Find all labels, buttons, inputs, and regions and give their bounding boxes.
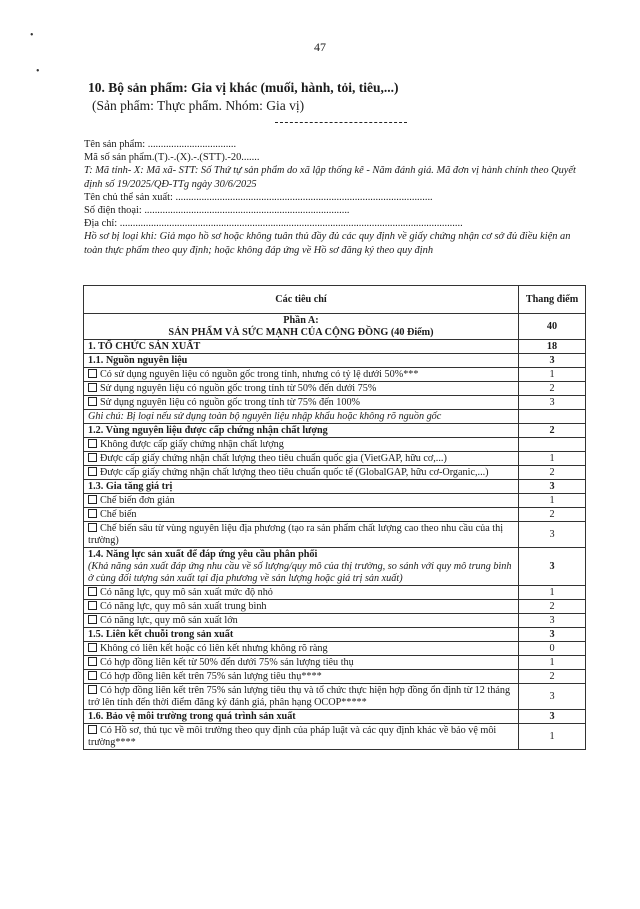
checkbox-icon[interactable] (88, 725, 97, 734)
criteria-text: Có sử dụng nguyên liệu có nguồn gốc trong tỉnh, nhưng có tỷ lệ dưới 50%*** (100, 369, 419, 380)
checkbox-icon[interactable] (88, 587, 97, 596)
criteria-text: Có hợp đồng liên kết trên 75% sản lượng tiêu thụ và tổ chức thực hiện hợp đồng ổn định từ 12 tháng trở lên tính đến thời điểm đăng ký đánh giá, phân hạng OCOP***** (88, 685, 511, 708)
score-cell: 1 (519, 656, 586, 670)
table-row (84, 480, 586, 494)
score-cell: 3 (519, 354, 586, 368)
score-cell: 18 (519, 340, 586, 354)
table-row (84, 522, 586, 548)
checkbox-icon[interactable] (88, 439, 97, 448)
criteria-text: Không được cấp giấy chứng nhận chất lượng (100, 439, 284, 450)
scan-mark: • (36, 66, 40, 77)
criteria-cell (84, 522, 519, 548)
table-row (84, 340, 586, 354)
table-row (84, 438, 586, 452)
criteria-text: Được cấp giấy chứng nhận chất lượng theo tiêu chuẩn quốc tế (GlobalGAP, hữu cơ-Organic,...) (100, 467, 489, 478)
table-row (84, 642, 586, 656)
part-label: Phần A: (283, 315, 319, 326)
criteria-cell (84, 340, 519, 354)
table-row (84, 724, 586, 750)
criteria-text: 1.5. Liên kết chuỗi trong sản xuất (88, 629, 234, 640)
table-row (84, 614, 586, 628)
criteria-cell (84, 382, 519, 396)
score-cell: 1 (519, 724, 586, 750)
address-line: Địa chỉ: .................................................................................................................................... (84, 218, 463, 230)
score-cell: 3 (519, 522, 586, 548)
checkbox-icon[interactable] (88, 509, 97, 518)
checkbox-icon[interactable] (88, 383, 97, 392)
table-row (84, 710, 586, 724)
table-row (84, 508, 586, 522)
criteria-text: Có năng lực, quy mô sản xuất trung bình (100, 601, 267, 612)
checkbox-icon[interactable] (88, 453, 97, 462)
criteria-cell (84, 424, 519, 438)
checkbox-icon[interactable] (88, 685, 97, 694)
part-score: 40 (519, 314, 586, 340)
table-row (84, 466, 586, 480)
criteria-text: 1.4. Năng lực sản xuất để đáp ứng yêu cầu phân phối (88, 549, 318, 560)
criteria-cell (84, 586, 519, 600)
score-cell: 1 (519, 368, 586, 382)
criteria-text: Chế biến (100, 509, 137, 520)
score-cell: 0 (519, 642, 586, 656)
criteria-cell (84, 494, 519, 508)
page-number: 47 (314, 40, 326, 54)
criteria-text: Không có liên kết hoặc có liên kết nhưng không rõ ràng (100, 643, 328, 654)
document-title: 10. Bộ sản phẩm: Gia vị khác (muối, hành, tỏi, tiêu,...) (88, 80, 399, 95)
criteria-cell (84, 368, 519, 382)
score-cell: 3 (519, 548, 586, 586)
criteria-cell (84, 710, 519, 724)
score-header: Thang điểm (519, 286, 586, 314)
criteria-text: Có năng lực, quy mô sản xuất mức độ nhỏ (100, 587, 273, 598)
table-row (84, 656, 586, 670)
criteria-cell (84, 508, 519, 522)
table-row (84, 670, 586, 684)
score-cell: 2 (519, 466, 586, 480)
score-cell: 2 (519, 600, 586, 614)
score-cell: 3 (519, 628, 586, 642)
checkbox-icon[interactable] (88, 523, 97, 532)
criteria-text: Ghi chú: Bị loại nếu sử dụng toàn bộ nguyên liệu nhập khẩu hoặc không rõ nguồn gốc (88, 411, 442, 422)
producer-line: Tên chủ thể sản xuất: ................................................................................................... (84, 191, 433, 203)
score-cell: 3 (519, 684, 586, 710)
criteria-cell (84, 438, 519, 452)
checkbox-icon[interactable] (88, 495, 97, 504)
criteria-subtext: (Khả năng sản xuất đáp ứng nhu cầu về số lượng/quy mô của thị trường, so sánh với quy mô trung bình ở cùng đối tượng sản xuất tại địa phương về sản lượng hoặc giá trị sản xuất) (88, 561, 512, 584)
checkbox-icon[interactable] (88, 601, 97, 610)
score-cell: 3 (519, 396, 586, 410)
score-cell: 3 (519, 710, 586, 724)
document-subtitle: (Sản phẩm: Thực phẩm. Nhóm: Gia vị) (92, 98, 305, 113)
checkbox-icon[interactable] (88, 615, 97, 624)
score-cell (519, 438, 586, 452)
criteria-text: Chế biến sâu từ vùng nguyên liệu địa phương (tạo ra sản phẩm chất lượng cao theo nhu cầu của thị trường) (88, 523, 504, 546)
table-row (84, 600, 586, 614)
checkbox-icon[interactable] (88, 397, 97, 406)
score-cell: 2 (519, 670, 586, 684)
table-row (84, 586, 586, 600)
checkbox-icon[interactable] (88, 369, 97, 378)
criteria-cell (84, 466, 519, 480)
criteria-cell (84, 354, 519, 368)
criteria-cell (84, 670, 519, 684)
part-a-row (84, 314, 586, 340)
criteria-cell (84, 410, 519, 424)
table-row (84, 494, 586, 508)
criteria-cell (84, 656, 519, 670)
scan-mark: • (30, 30, 34, 41)
checkbox-icon[interactable] (88, 467, 97, 476)
title-separator (275, 122, 407, 123)
score-cell: 1 (519, 494, 586, 508)
product-code-line: Mã số sản phẩm.(T).-.(X).-.(STT).-20....... (84, 152, 260, 164)
criteria-text: Sử dụng nguyên liệu có nguồn gốc trong tỉnh từ 75% đến 100% (100, 397, 361, 408)
table-row (84, 424, 586, 438)
criteria-text: Có hợp đồng liên kết từ 50% đến dưới 75% sản lượng tiêu thụ (100, 657, 354, 668)
criteria-cell (84, 628, 519, 642)
score-cell (519, 410, 586, 424)
score-cell: 1 (519, 586, 586, 600)
criteria-cell (84, 396, 519, 410)
criteria-text: Có Hồ sơ, thủ tục về môi trường theo quy định của pháp luật và các quy định khác về bảo vệ môi trường**** (88, 725, 497, 748)
table-row (84, 354, 586, 368)
criteria-header: Các tiêu chí (84, 286, 519, 314)
criteria-cell (84, 724, 519, 750)
part-title: SẢN PHẨM VÀ SỨC MẠNH CỦA CỘNG ĐỒNG (40 Điểm) (168, 327, 434, 338)
table-row (84, 410, 586, 424)
score-cell: 3 (519, 614, 586, 628)
table-header-row (84, 286, 586, 314)
criteria-text: Chế biến đơn giản (100, 495, 175, 506)
criteria-text: 1.6. Bảo vệ môi trường trong quá trình sản xuất (88, 711, 296, 722)
criteria-cell (84, 684, 519, 710)
criteria-table (83, 285, 586, 750)
criteria-text: 1.3. Gia tăng giá trị (88, 481, 173, 492)
table-row (84, 548, 586, 586)
criteria-text: 1.2. Vùng nguyên liệu được cấp chứng nhận chất lượng (88, 425, 328, 436)
criteria-text: Có năng lực, quy mô sản xuất lớn (100, 615, 238, 626)
table-row (84, 368, 586, 382)
criteria-cell (84, 614, 519, 628)
criteria-text: 1. TỔ CHỨC SẢN XUẤT (88, 341, 201, 352)
criteria-text: Có hợp đồng liên kết trên 75% sản lượng tiêu thụ**** (100, 671, 322, 682)
score-cell: 2 (519, 382, 586, 396)
table-row (84, 396, 586, 410)
score-cell: 1 (519, 452, 586, 466)
rejection-note: Hồ sơ bị loại khi: Giả mạo hồ sơ hoặc không tuân thủ đầy đủ các quy định về giấy chứng nhận cơ sở đủ điều kiện an toàn thực phẩm theo quy định; hoặc không đáp ứng về Hồ sơ đăng ký theo quy định (84, 231, 571, 256)
score-cell: 2 (519, 508, 586, 522)
criteria-cell (84, 600, 519, 614)
part-a-cell (84, 314, 519, 340)
table-row (84, 684, 586, 710)
score-cell: 2 (519, 424, 586, 438)
criteria-text: Sử dụng nguyên liệu có nguồn gốc trong tỉnh từ 50% đến dưới 75% (100, 383, 377, 394)
phone-line: Số điện thoại: ............................................................................... (84, 205, 350, 217)
product-name-line: Tên sản phẩm: .................................. (84, 139, 237, 150)
table-row (84, 452, 586, 466)
criteria-cell (84, 480, 519, 494)
product-code-note: T: Mã tỉnh- X: Mã xã- STT: Số Thứ tự sản phẩm do xã lập thống kê - Năm đánh giá. Mã đơn vị hành chính theo Quyết định số 19/2025/QĐ-TTg ngày 30/6/2025 (84, 165, 576, 190)
table-row (84, 628, 586, 642)
criteria-text: Được cấp giấy chứng nhận chất lượng theo tiêu chuẩn quốc gia (VietGAP, hữu cơ,...) (100, 453, 447, 464)
checkbox-icon[interactable] (88, 671, 97, 680)
checkbox-icon[interactable] (88, 643, 97, 652)
criteria-text: 1.1. Nguồn nguyên liệu (88, 355, 188, 366)
checkbox-icon[interactable] (88, 657, 97, 666)
product-info-form (84, 138, 584, 257)
criteria-cell (84, 452, 519, 466)
table-row (84, 382, 586, 396)
criteria-cell (84, 642, 519, 656)
criteria-cell (84, 548, 519, 586)
score-cell: 3 (519, 480, 586, 494)
